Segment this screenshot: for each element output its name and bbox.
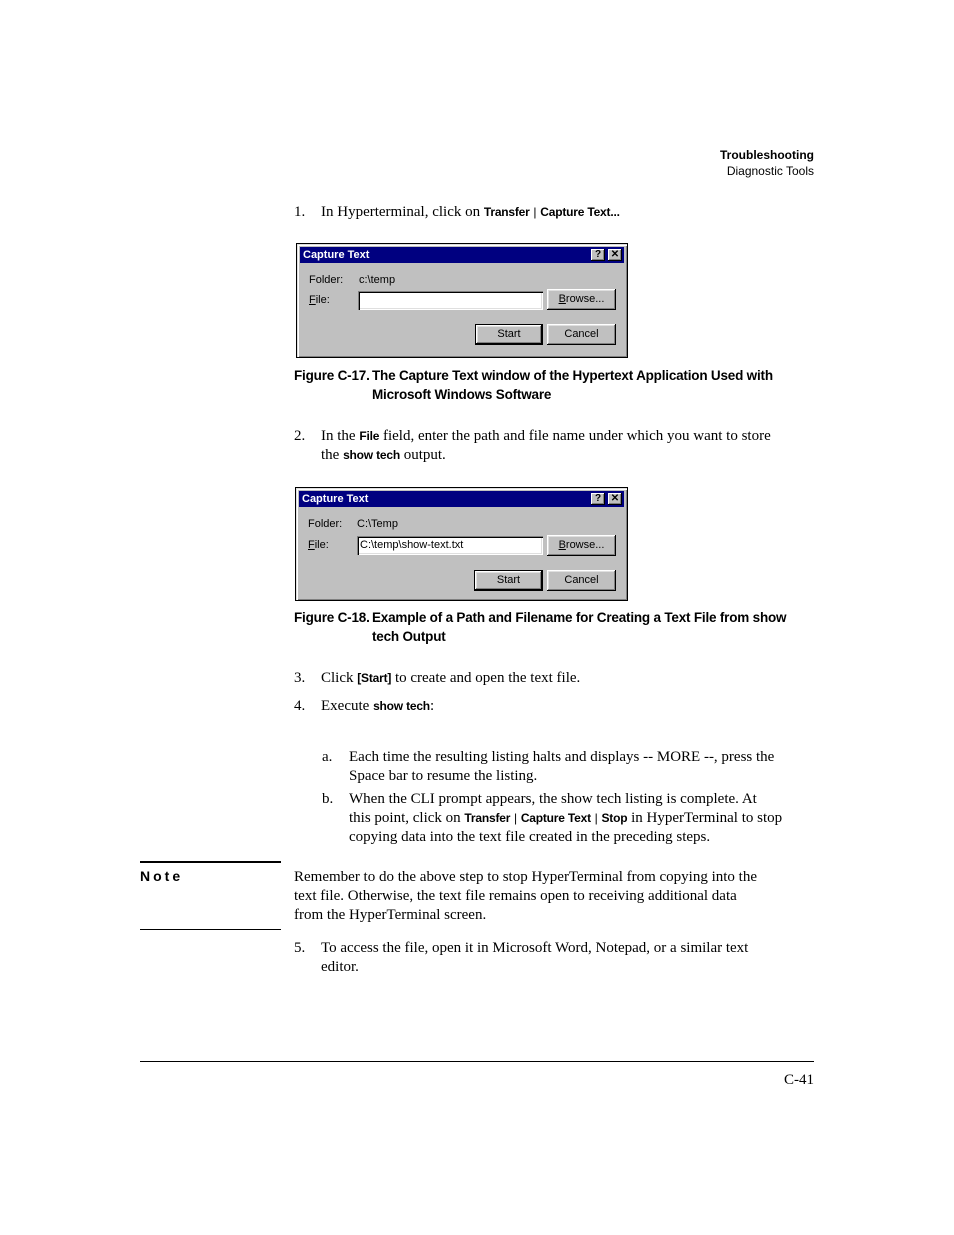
running-header-subtitle: Diagnostic Tools [726, 164, 814, 178]
button-reference: [Start] [357, 671, 392, 685]
substep-line: Each time the resulting listing halts and displays -- MORE --, press the [349, 749, 775, 765]
browse-button[interactable] [547, 535, 616, 556]
step-line [321, 446, 816, 465]
substep-line: When the CLI prompt appears, the show tech listing is complete. At [349, 791, 757, 807]
folder-value: c:\temp [359, 274, 396, 286]
step-number: 1. [294, 204, 306, 220]
substep-label: a. [322, 749, 333, 765]
figure-caption-line: Microsoft Windows Software [372, 387, 552, 402]
start-button[interactable]: Start [474, 570, 543, 591]
step-line [321, 427, 816, 446]
step-3-text [321, 669, 580, 688]
step-1-text [321, 203, 620, 222]
menu-command: Stop [601, 811, 628, 825]
folder-label: Folder: [309, 274, 344, 286]
note-top-rule [140, 861, 281, 863]
file-label-accelerator: F [308, 539, 315, 551]
text-run: output. [403, 447, 446, 463]
dialog-title: Capture Text [302, 493, 369, 505]
step-2-text [321, 427, 816, 465]
text-run: the [321, 447, 340, 463]
close-icon[interactable]: ✕ [608, 249, 622, 261]
browse-accelerator: B [558, 293, 566, 305]
file-label-rest: ile: [315, 294, 330, 306]
browse-label-rest: rowse... [565, 539, 605, 551]
menu-command: Capture Text... [540, 205, 620, 219]
close-icon[interactable]: ✕ [608, 493, 622, 505]
text-run: this point, click on [349, 810, 461, 826]
text-run: field, enter the path and file name under which you want to store [382, 428, 771, 444]
text-run: In the [321, 428, 356, 444]
capture-text-dialog-example [295, 487, 628, 601]
start-button[interactable]: Start [475, 324, 543, 345]
dialog-title-bar [300, 247, 624, 263]
field-name: File [359, 429, 380, 443]
text-run: in HyperTerminal to stop [631, 810, 783, 826]
substep-line: Space bar to resume the listing. [349, 768, 538, 784]
note-bottom-rule [140, 929, 281, 930]
note-line: from the HyperTerminal screen. [294, 907, 487, 923]
text-run: : [429, 698, 435, 714]
folder-value: C:\Temp [357, 518, 398, 530]
step-line: To access the file, open it in Microsoft Word, Notepad, or a similar text [321, 940, 749, 956]
step-number: 3. [294, 670, 306, 686]
browse-button[interactable] [547, 289, 616, 310]
file-label [309, 294, 330, 307]
step-number: 4. [294, 698, 306, 714]
menu-separator: | [513, 811, 518, 825]
text-run: to create and open the text file. [394, 670, 581, 686]
figure-label: Figure C-18. [294, 610, 370, 625]
file-label-rest: ile: [314, 539, 329, 551]
menu-command: Capture Text [520, 811, 591, 825]
figure-caption-line: Example of a Path and Filename for Creating a Text File from show [372, 610, 787, 625]
menu-command: Transfer [483, 205, 530, 219]
cli-command: show tech [373, 699, 430, 713]
dialog-title-bar [299, 491, 624, 507]
cancel-button[interactable]: Cancel [547, 324, 616, 345]
note-text [294, 868, 757, 925]
step-4-text [321, 697, 434, 716]
text-run: Click [321, 670, 354, 686]
page-number: C-41 [784, 1072, 814, 1088]
menu-command: Transfer [464, 811, 511, 825]
running-header-title: Troubleshooting [720, 148, 814, 162]
cancel-button[interactable]: Cancel [547, 570, 616, 591]
figure-caption-line: The Capture Text window of the Hypertext Application Used with [372, 368, 773, 383]
step-line: editor. [321, 959, 359, 975]
file-input[interactable]: C:\temp\show-text.txt [357, 536, 543, 555]
cli-command: show tech [343, 448, 400, 462]
substep-line [349, 809, 782, 828]
step-text: In Hyperterminal, click on [321, 204, 481, 220]
help-icon[interactable]: ? [591, 493, 605, 505]
footer-rule [140, 1061, 814, 1062]
note-label: Note [140, 868, 184, 884]
note-line: Remember to do the above step to stop HyperTerminal from copying into the [294, 869, 758, 885]
substep-line: copying data into the text file created in the preceding steps. [349, 829, 711, 845]
menu-separator: | [533, 205, 537, 219]
menu-separator: | [594, 811, 598, 825]
file-label-accelerator: F [309, 294, 316, 306]
file-input[interactable] [358, 291, 543, 310]
substep-a-text [349, 748, 774, 786]
browse-accelerator: B [558, 539, 566, 551]
file-label [308, 539, 329, 552]
browse-label-rest: rowse... [565, 293, 605, 305]
substep-b-text [349, 790, 782, 847]
note-line: text file. Otherwise, the text file remains open to receiving additional data [294, 888, 737, 904]
step-number: 2. [294, 428, 306, 444]
substep-label: b. [322, 791, 334, 807]
figure-label: Figure C-17. [294, 368, 370, 383]
text-run: Execute [321, 698, 370, 714]
folder-label: Folder: [308, 518, 343, 530]
step-number: 5. [294, 940, 306, 956]
help-icon[interactable]: ? [591, 249, 605, 261]
figure-caption-line: tech Output [372, 629, 446, 644]
step-5-text [321, 939, 748, 977]
dialog-title: Capture Text [303, 249, 370, 261]
capture-text-dialog [296, 243, 628, 358]
